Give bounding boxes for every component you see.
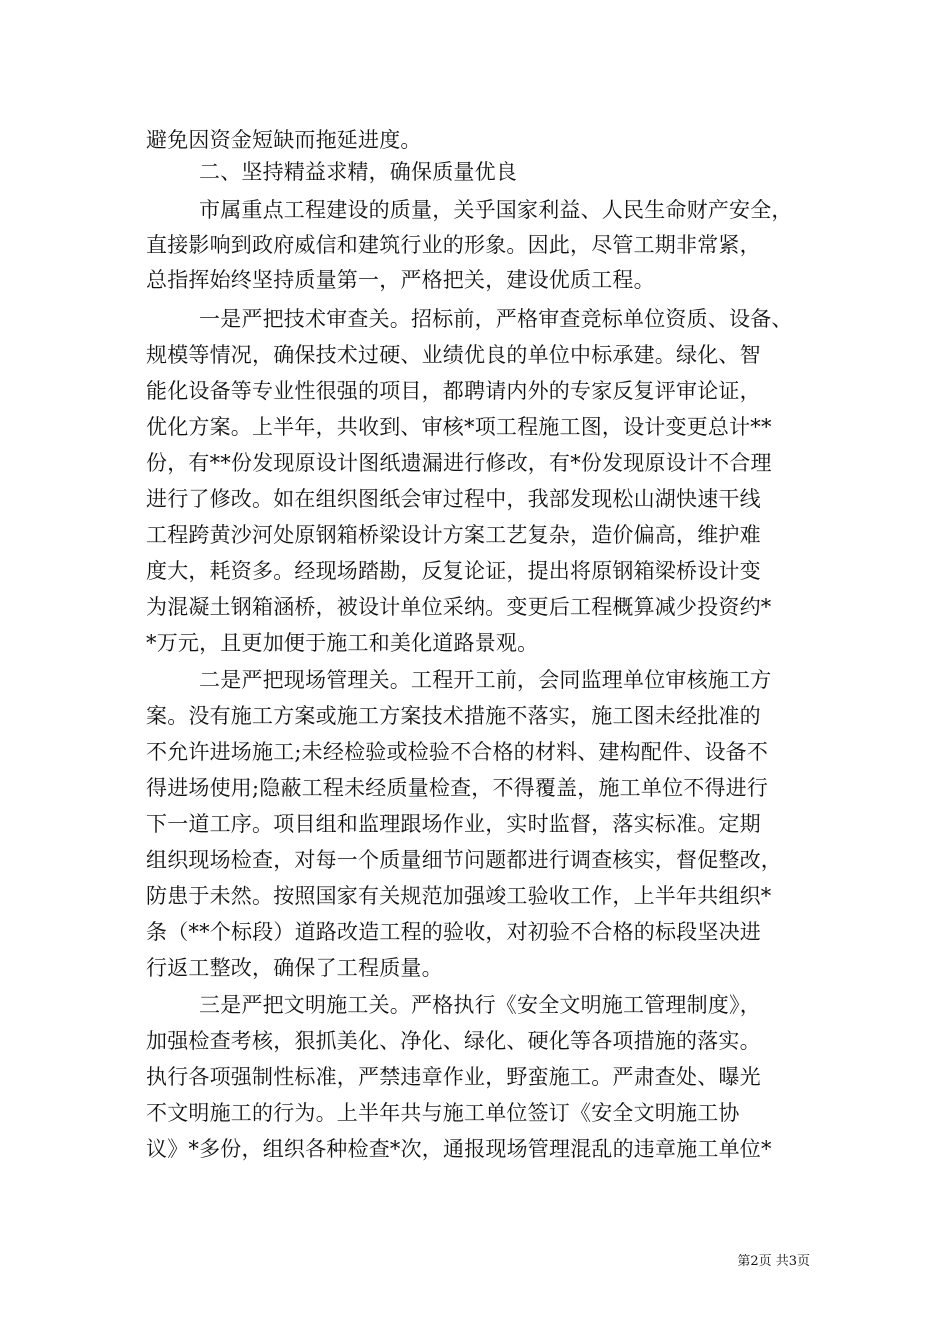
text-line: 避免因资金短缺而拖延进度。 bbox=[146, 128, 422, 152]
text-line: 案。没有施工方案或施工方案技术措施不落实，施工图未经批准的 bbox=[146, 704, 761, 728]
text-line: 不文明施工的行为。上半年共与施工单位签订《安全文明施工协 bbox=[146, 1101, 740, 1125]
text-line: 一是严把技术审查关。招标前，严格审查竞标单位资质、设备、 bbox=[199, 307, 793, 331]
text-line: 份，有**份发现原设计图纸遗漏进行修改，有*份发现原设计不合理 bbox=[146, 451, 772, 475]
text-line: 三是严把文明施工关。严格执行《安全文明施工管理制度》， bbox=[199, 993, 761, 1017]
text-line: 议》*多份，组织各种检查*次，通报现场管理混乱的违章施工单位* bbox=[146, 1137, 772, 1161]
page-number: 第2页 共3页 bbox=[737, 1254, 810, 1269]
text-line: 为混凝土钢箱涵桥，被设计单位采纳。变更后工程概算减少投资约* bbox=[146, 595, 772, 619]
text-line: 不允许进场施工;未经检验或检验不合格的材料、建构配件、设备不 bbox=[146, 740, 769, 764]
text-line: 组织现场检查，对每一个质量细节问题都进行调查核实，督促整改， bbox=[146, 848, 782, 872]
text-line: 加强检查考核，狠抓美化、净化、绿化、硬化等各项措施的落实。 bbox=[146, 1029, 761, 1053]
text-line: 防患于未然。按照国家有关规范加强竣工验收工作，上半年共组织* bbox=[146, 884, 772, 908]
text-line: 总指挥始终坚持质量第一，严格把关，建设优质工程。 bbox=[146, 268, 655, 292]
text-line: 行返工整改，确保了工程质量。 bbox=[146, 956, 443, 980]
text-line: 能化设备等专业性很强的项目，都聘请内外的专家反复评审论证， bbox=[146, 379, 761, 403]
text-line: 执行各项强制性标准，严禁违章作业，野蛮施工。严肃查处、曝光 bbox=[146, 1065, 761, 1089]
text-line: 二是严把现场管理关。工程开工前，会同监理单位审核施工方 bbox=[199, 668, 772, 692]
text-line: 条（**个标段）道路改造工程的验收，对初验不合格的标段坚决进 bbox=[146, 920, 761, 944]
text-line: 得进场使用;隐蔽工程未经质量检查，不得覆盖，施工单位不得进行 bbox=[146, 776, 769, 800]
text-line: 进行了修改。如在组织图纸会审过程中，我部发现松山湖快速干线 bbox=[146, 487, 761, 511]
text-line: 优化方案。上半年，共收到、审核*项工程施工图，设计变更总计** bbox=[146, 415, 772, 439]
text-line: 工程跨黄沙河处原钢箱桥梁设计方案工艺复杂，造价偏高，维护难 bbox=[146, 523, 761, 547]
text-line: 直接影响到政府威信和建筑行业的形象。因此，尽管工期非常紧， bbox=[146, 233, 761, 257]
text-line: 度大，耗资多。经现场踏勘，反复论证，提出将原钢箱梁桥设计变 bbox=[146, 559, 761, 583]
section-heading: 二、坚持精益求精，确保质量优良 bbox=[199, 160, 517, 184]
text-line: 市属重点工程建设的质量，关乎国家利益、人民生命财产安全， bbox=[199, 198, 793, 222]
text-line: *万元，且更加便于施工和美化道路景观。 bbox=[146, 631, 539, 655]
text-line: 规模等情况，确保技术过硬、业绩优良的单位中标承建。绿化、智 bbox=[146, 343, 761, 367]
text-line: 下一道工序。项目组和监理跟场作业，实时监督，落实标准。定期 bbox=[146, 812, 761, 836]
